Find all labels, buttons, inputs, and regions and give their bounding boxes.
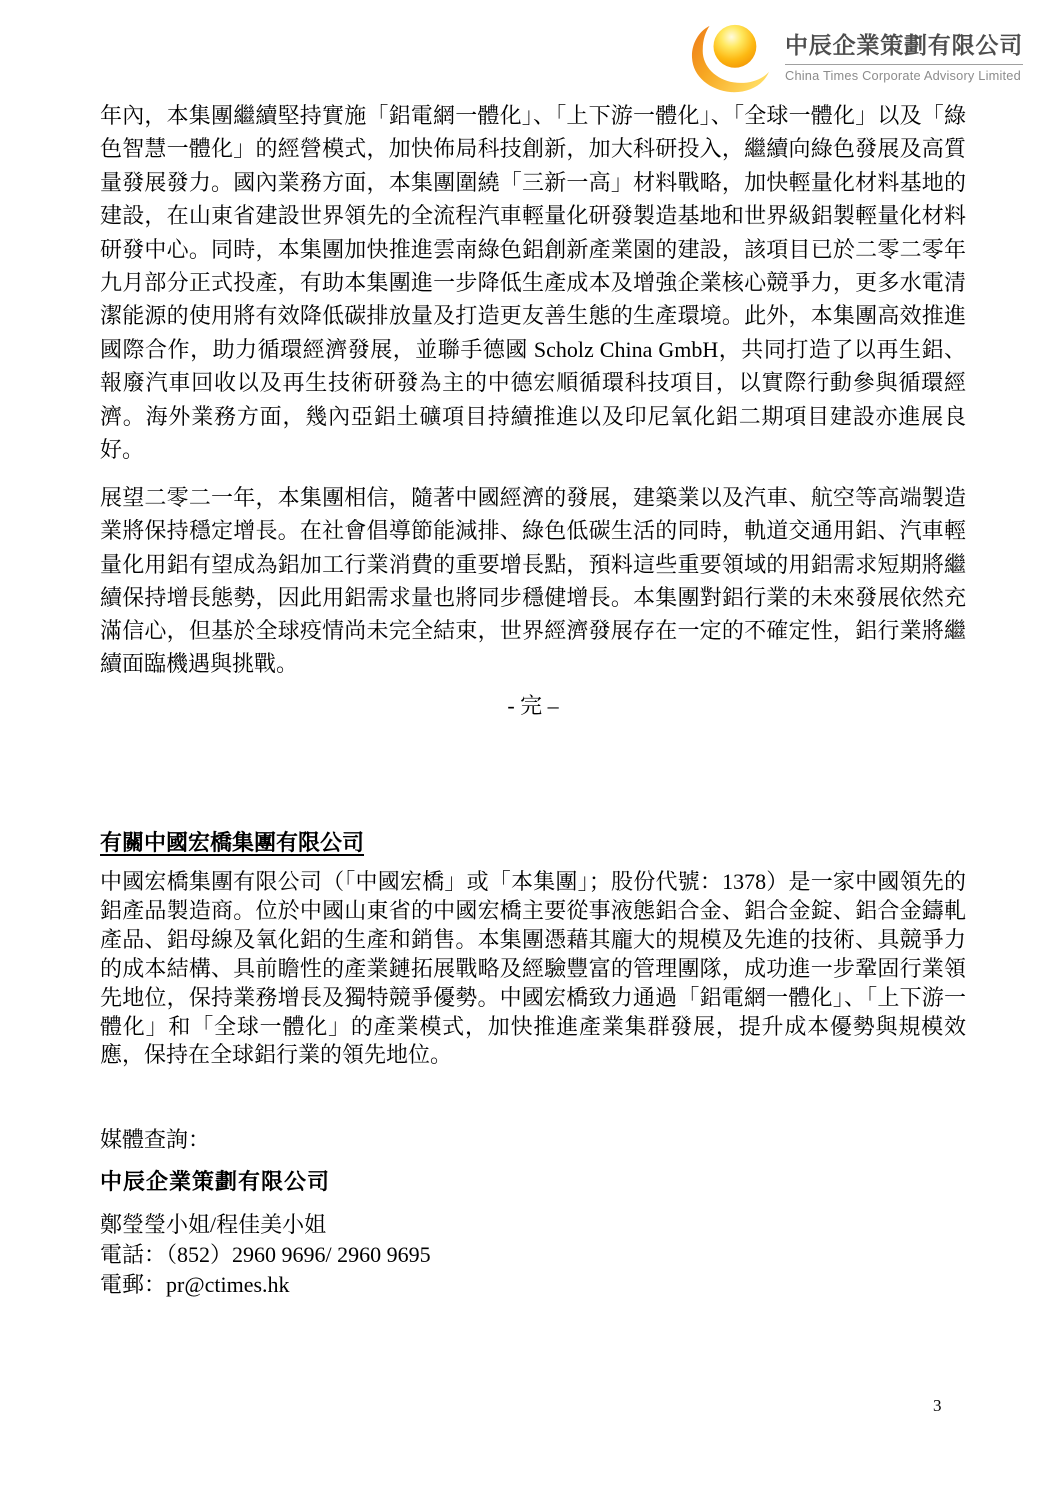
contact-persons: 鄭瑩瑩小姐/程佳美小姐 <box>100 1212 327 1237</box>
company-name-english: China Times Corporate Advisory Limited <box>785 67 1021 83</box>
about-section-heading: 有關中國宏橋集團有限公司 <box>100 830 365 855</box>
body-paragraph-1: 年內，本集團繼續堅持實施「鋁電網一體化」、「上下游一體化」、「全球一體化」以及「綠色智慧一體化」的經營模式，加快佈局科技創新，加大科研投入，繼續向綠色發展及高質量發展發力。國內業務方面，本集團圍繞「三新一高」材料戰略，加快輕量化材料基地的建設，在山東省建設世界領先的全流程汽車輕量化研發製造基地和世界級鋁製輕量化材料研發中心。同時，本集團加快推進雲南綠色鋁創新產業園的建設，該項目已於二零二零年九月部分正式投產，有助本集團進一步降低生產成本及增強企業核心競爭力，更多水電清潔能源的使用將有效降低碳排放量及打造更友善生態的生產環境。此外，本集團高效推進國際合作，助力循環經濟發展，並聯手德國 Scholz China GmbH，共同打造了以再生鋁、報廢汽車回收以及再生技術研發為主的中德宏順循環科技項目，以實際行動參與循環經濟。海外業務方面，幾內亞鋁土礦項目持續推進以及印尼氧化鋁二期項目建設亦進展良好。 <box>100 103 966 463</box>
about-section-body: 中國宏橋集團有限公司（「中國宏橋」或「本集團」；股份代號：1378）是一家中國領先的鋁產品製造商。位於中國山東省的中國宏橋主要從事液態鋁合金、鋁合金錠、鋁合金鑄軋產品、鋁母線及氧化鋁的生產和銷售。本集團憑藉其龐大的規模及先進的技術、具競爭力的成本結構、具前瞻性的產業鏈拓展戰略及經驗豐富的管理團隊，成功進一步鞏固行業領先地位，保持業務增長及獨特競爭優勢。中國宏橋致力通過「鋁電網一體化」、「上下游一體化」和「全球一體化」的產業模式，加快推進產業集群發展，提升成本優勢與規模效應，保持在全球鋁行業的領先地位。 <box>100 869 966 1068</box>
contact-details <box>100 1210 966 1301</box>
company-logo-text <box>785 22 1023 83</box>
contact-company-name: 中辰企業策劃有限公司 <box>100 1169 331 1194</box>
end-of-release-marker: - 完 – <box>507 693 559 718</box>
company-logo-icon <box>688 22 776 98</box>
company-name-chinese: 中辰企業策劃有限公司 <box>785 32 1023 58</box>
company-logo <box>688 22 1023 98</box>
page-number: 3 <box>933 1396 942 1415</box>
contact-phone: 電話：（852）2960 9696/ 2960 9695 <box>100 1242 431 1268</box>
logo-divider-line <box>785 64 1023 65</box>
body-paragraph-2: 展望二零二一年，本集團相信，隨著中國經濟的發展，建築業以及汽車、航空等高端製造業將保持穩定增長。在社會倡導節能減排、綠色低碳生活的同時，軌道交通用鋁、汽車輕量化用鋁有望成為鋁加工行業消費的重要增長點，預料這些重要領域的用鋁需求短期將繼續保持增長態勢，因此用鋁需求量也將同步穩健增長。本集團對鋁行業的未來發展依然充滿信心，但基於全球疫情尚未完全結束，世界經濟發展存在一定的不確定性，鋁行業將繼續面臨機遇與挑戰。 <box>100 485 966 677</box>
media-enquiry-label: 媒體查詢： <box>100 1127 211 1152</box>
contact-email: 電郵：pr@ctimes.hk <box>100 1272 290 1298</box>
